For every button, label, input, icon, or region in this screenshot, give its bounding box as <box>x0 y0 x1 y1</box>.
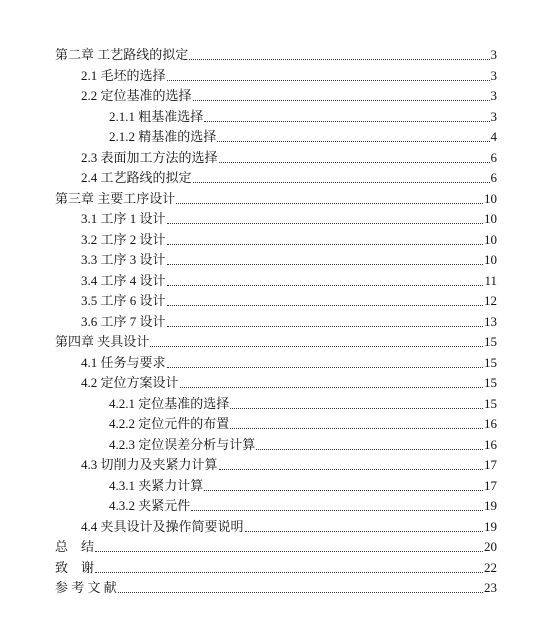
toc-entry-title: 参 考 文 献 <box>55 580 117 595</box>
toc-entry-title: 2.1 毛坯的选择 <box>81 67 166 83</box>
toc-dot-leader <box>167 222 483 224</box>
toc-dot-leader <box>118 591 483 593</box>
toc-dot-leader <box>204 120 489 122</box>
toc-entry-title: 2.3 表面加工方法的选择 <box>81 149 218 165</box>
toc-dot-leader <box>95 550 483 552</box>
toc-entry-title: 第三章 主要工序设计 <box>55 190 176 206</box>
toc-page-number: 15 <box>484 334 497 349</box>
toc-entry-title: 2.2 定位基准的选择 <box>81 88 192 103</box>
toc-entry-4-2-2[interactable] <box>0 414 555 435</box>
toc-entry-title: 2.4 工艺路线的拟定 <box>81 170 192 185</box>
toc-dot-leader <box>167 263 483 265</box>
toc-entry-2-1-1[interactable] <box>0 107 555 128</box>
toc-entry-4-1[interactable] <box>0 353 555 374</box>
toc-entry-4-3-2[interactable] <box>0 496 555 517</box>
toc-entry-4-3-1[interactable] <box>0 476 555 497</box>
toc-entry-4-3[interactable] <box>0 455 555 476</box>
toc-entry-title: 3.2 工序 2 设计 <box>81 231 166 247</box>
toc-entry-title: 4.3 切削力及夹紧力计算 <box>81 457 218 472</box>
toc-dot-leader <box>256 448 483 450</box>
toc-page-number: 10 <box>484 252 497 267</box>
toc-entry-2-3[interactable] <box>0 148 555 169</box>
toc-page-number: 3 <box>490 67 497 83</box>
toc-entry-title: 4.2 定位方案设计 <box>81 375 179 390</box>
toc-entry-chapter-2[interactable] <box>0 45 555 66</box>
toc-page-number: 3 <box>490 88 497 103</box>
toc-page-number: 19 <box>484 518 497 534</box>
toc-entry-title: 4.2.3 定位误差分析与计算 <box>109 436 256 452</box>
toc-entry-title: 3.4 工序 4 设计 <box>81 272 166 288</box>
toc-entry-title: 4.3.1 夹紧力计算 <box>109 477 204 493</box>
toc-page-number: 17 <box>484 457 497 472</box>
toc-dot-leader <box>189 58 489 60</box>
toc-dot-leader <box>219 468 483 470</box>
toc-dot-leader <box>230 407 483 409</box>
toc-page-number: 12 <box>484 293 497 308</box>
toc-page-number: 20 <box>484 539 497 554</box>
toc-entry-2-1-2[interactable] <box>0 127 555 148</box>
toc-entry-2-1[interactable] <box>0 66 555 87</box>
toc-entry-3-5[interactable] <box>0 291 555 312</box>
toc-dot-leader <box>167 366 483 368</box>
toc-entry-4-2[interactable] <box>0 373 555 394</box>
toc-entry-4-4[interactable] <box>0 517 555 538</box>
toc-page-number: 11 <box>484 272 497 288</box>
toc-entry-title: 4.2.2 定位元件的布置 <box>109 416 230 431</box>
toc-dot-leader <box>193 181 490 183</box>
toc-dot-leader <box>167 304 483 306</box>
toc-dot-leader <box>167 325 483 327</box>
toc-page-number: 16 <box>484 436 497 452</box>
toc-entry-title: 4.2.1 定位基准的选择 <box>109 395 230 411</box>
toc-entry-title: 3.1 工序 1 设计 <box>81 211 166 226</box>
toc-page-number: 19 <box>484 498 497 513</box>
toc-entry-title: 2.1.1 粗基准选择 <box>109 108 204 124</box>
toc-page-number: 3 <box>490 108 497 124</box>
toc-dot-leader <box>95 571 483 573</box>
toc-entry-4-2-3[interactable] <box>0 435 555 456</box>
toc-entry-title: 3.6 工序 7 设计 <box>81 313 166 329</box>
toc-dot-leader <box>167 243 483 245</box>
toc-dot-leader <box>180 386 483 388</box>
toc-page-number: 3 <box>490 47 497 62</box>
toc-dot-leader <box>176 202 483 204</box>
toc-entry-title: 3.5 工序 6 设计 <box>81 293 166 308</box>
toc-entry-acknowledgements[interactable] <box>0 558 555 579</box>
toc-dot-leader <box>167 79 490 81</box>
toc-entry-3-2[interactable] <box>0 230 555 251</box>
toc-dot-leader <box>245 530 483 532</box>
toc-entry-title: 4.4 夹具设计及操作简要说明 <box>81 518 244 534</box>
toc-entry-3-3[interactable] <box>0 250 555 271</box>
toc-page-number: 15 <box>484 375 497 390</box>
toc-page-number: 22 <box>484 559 497 575</box>
toc-page-number: 23 <box>484 580 497 595</box>
toc-entry-title: 第四章 夹具设计 <box>55 334 150 349</box>
table-of-contents <box>0 45 555 599</box>
toc-entry-title: 总 结 <box>55 539 95 554</box>
toc-entry-3-1[interactable] <box>0 209 555 230</box>
toc-entry-2-2[interactable] <box>0 86 555 107</box>
toc-dot-leader <box>217 140 489 142</box>
toc-page-number: 10 <box>484 211 497 226</box>
toc-page-number: 16 <box>484 416 497 431</box>
toc-dot-leader <box>204 489 483 491</box>
toc-page-number: 6 <box>490 149 497 165</box>
toc-page-number: 10 <box>484 231 497 247</box>
toc-page-number: 4 <box>490 129 497 144</box>
toc-entry-title: 2.1.2 精基准的选择 <box>109 129 217 144</box>
toc-entry-title: 3.3 工序 3 设计 <box>81 252 166 267</box>
toc-dot-leader <box>230 427 483 429</box>
toc-page-number: 13 <box>484 313 497 329</box>
toc-entry-title: 4.1 任务与要求 <box>81 354 166 370</box>
toc-dot-leader <box>193 99 490 101</box>
toc-page-number: 15 <box>484 395 497 411</box>
toc-entry-chapter-3[interactable] <box>0 189 555 210</box>
toc-entry-title: 第二章 工艺路线的拟定 <box>55 47 189 62</box>
toc-entry-4-2-1[interactable] <box>0 394 555 415</box>
toc-entry-3-6[interactable] <box>0 312 555 333</box>
toc-page-number: 10 <box>484 190 497 206</box>
toc-page-number: 17 <box>484 477 497 493</box>
toc-dot-leader <box>219 161 490 163</box>
toc-page-number: 15 <box>484 354 497 370</box>
toc-entry-title: 4.3.2 夹紧元件 <box>109 498 191 513</box>
toc-dot-leader <box>167 284 484 286</box>
toc-entry-3-4[interactable] <box>0 271 555 292</box>
toc-dot-leader <box>191 509 483 511</box>
toc-entry-chapter-4[interactable] <box>0 332 555 353</box>
toc-entry-references[interactable] <box>0 578 555 599</box>
toc-page-number: 6 <box>490 170 497 185</box>
toc-entry-title: 致 谢 <box>55 559 95 575</box>
toc-entry-conclusion[interactable] <box>0 537 555 558</box>
toc-dot-leader <box>150 345 483 347</box>
toc-entry-2-4[interactable] <box>0 168 555 189</box>
